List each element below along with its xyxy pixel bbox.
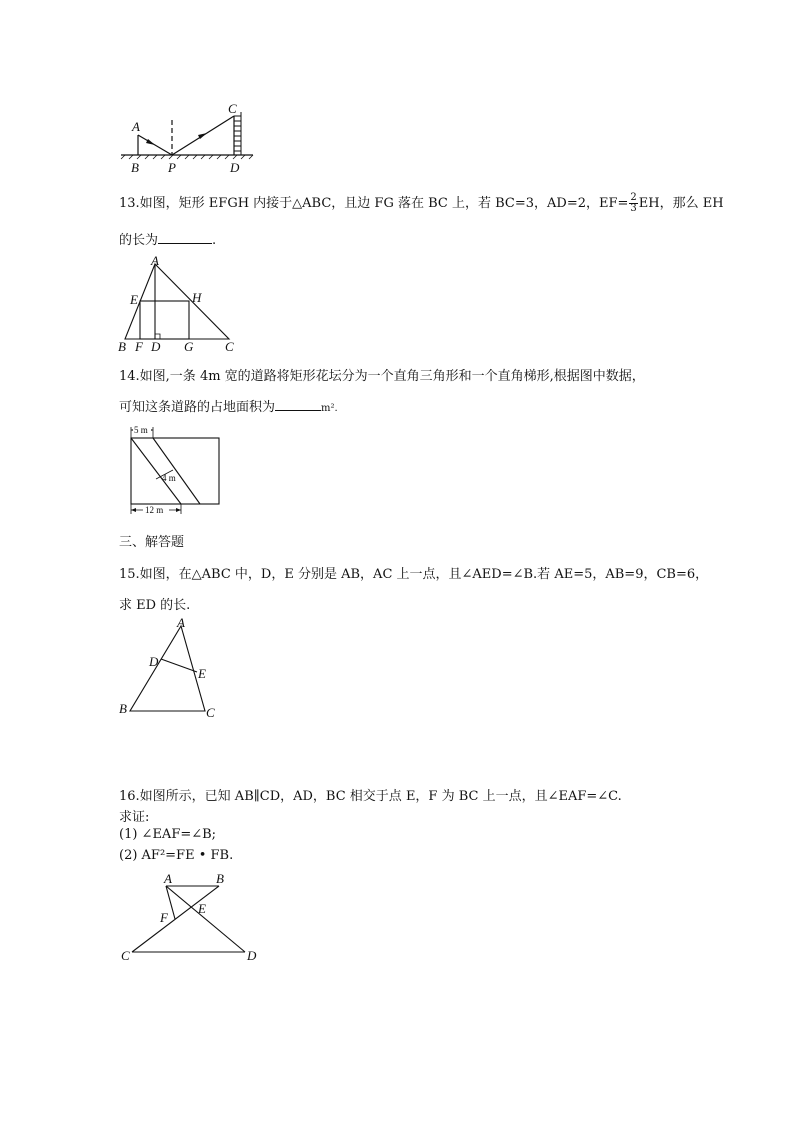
figure-q12: [115, 98, 275, 180]
figure-q15: [115, 614, 225, 722]
label-C: C: [121, 948, 130, 963]
q13-line2-post: .: [212, 233, 217, 248]
label-B: B: [216, 871, 224, 886]
rectangle-EFGH: [140, 301, 189, 339]
figure-q13: [112, 254, 247, 354]
question-13-line1: [119, 192, 724, 214]
label-P: P: [168, 160, 176, 175]
q13-text-post: EH，那么 EH: [638, 196, 724, 211]
label-D: D: [230, 160, 240, 175]
label-G: G: [184, 339, 194, 354]
section-heading-answer-questions: 三、解答题: [119, 535, 185, 550]
label-A: A: [151, 254, 159, 268]
question-14-line2: [119, 396, 338, 415]
label-E: E: [198, 666, 206, 681]
label-C: C: [206, 705, 215, 720]
q14-line2-post: m².: [321, 403, 338, 414]
flowerbed-rectangle: [131, 438, 219, 504]
question-16-line2: 求证:: [119, 810, 150, 825]
figure-q14: [118, 424, 228, 516]
road-edge-left: [131, 438, 181, 504]
label-H: H: [192, 290, 202, 305]
label-D: D: [151, 339, 161, 354]
dimension-5m: 5 m: [134, 425, 148, 435]
question-16-line4: (2) AF²=FE • FB.: [119, 848, 234, 863]
question-15-line2: 求 ED 的长.: [119, 598, 191, 613]
fraction-two-thirds: [629, 193, 637, 214]
question-13-line2: [119, 229, 216, 248]
q14-line2-pre: 可知这条道路的占地面积为: [119, 400, 276, 415]
label-C: C: [225, 339, 234, 354]
label-E: E: [130, 292, 138, 307]
label-F: F: [135, 339, 143, 354]
label-D: D: [149, 654, 159, 669]
triangle-ABC: [130, 626, 205, 711]
question-16-line1: 16.如图所示，已知 AB∥CD，AD，BC 相交于点 E，F 为 BC 上一点，且∠EAF=∠C.: [119, 789, 622, 804]
road-edge-right: [153, 438, 200, 504]
answer-blank-q13[interactable]: [158, 231, 212, 244]
fraction-denominator: 3: [630, 203, 637, 214]
label-D: D: [247, 948, 257, 963]
dimension-12m: 12 m: [145, 505, 164, 515]
q13-text-pre: 13.如图，矩形 EFGH 内接于△ABC，且边 FG 落在 BC 上，若 BC=3，AD=2，EF=: [119, 196, 629, 211]
label-C: C: [228, 101, 237, 116]
dimension-4m: 4 m: [162, 473, 176, 483]
label-A: A: [177, 615, 185, 630]
figure-q16: [115, 868, 265, 966]
label-E: E: [198, 901, 206, 916]
q13-line2-pre: 的长为: [119, 233, 159, 248]
ladder-icon: [234, 112, 241, 155]
question-14-line1: 14.如图,一条 4m 宽的道路将矩形花坛分为一个直角三角形和一个直角梯形,根据图中数据，: [119, 369, 645, 384]
label-A: A: [132, 119, 140, 134]
label-B: B: [131, 160, 139, 175]
question-15-line1: 15.如图，在△ABC 中，D，E 分别是 AB，AC 上一点，且∠AED=∠B.若 AE=5，AB=9，CB=6，: [119, 567, 709, 582]
answer-blank-q14[interactable]: [275, 398, 321, 411]
label-F: F: [160, 910, 168, 925]
label-B: B: [119, 701, 127, 716]
question-16-line3: (1) ∠EAF=∠B;: [119, 827, 217, 842]
label-B: B: [118, 339, 126, 354]
fraction-numerator: 2: [630, 192, 637, 203]
label-A: A: [164, 871, 172, 886]
